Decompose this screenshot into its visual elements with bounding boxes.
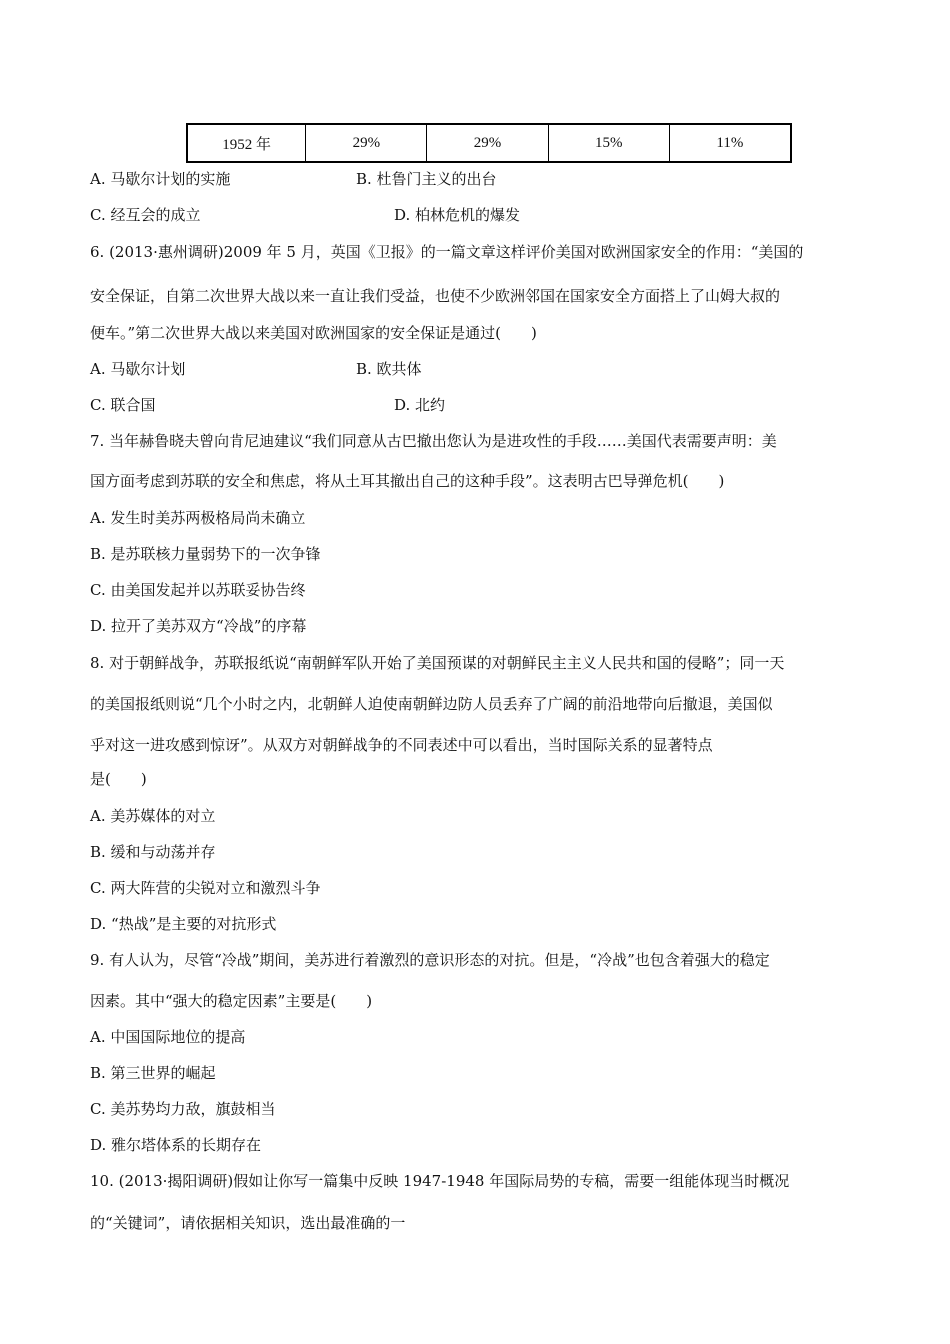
q9-option-c: C. 美苏势均力敌，旗鼓相当 — [90, 1100, 276, 1118]
q8-option-c: C. 两大阵营的尖锐对立和激烈斗争 — [90, 879, 321, 897]
q8-stem-line: 的美国报纸则说“几个小时之内，北朝鲜人迫使南朝鲜边防人员丢弃了广阔的前沿地带向后撤退，美国似 — [90, 695, 773, 713]
q8-stem-line: 是( ) — [90, 770, 147, 788]
q9-option-a: A. 中国国际地位的提高 — [90, 1028, 246, 1046]
q9-stem-line: 9. 有人认为，尽管“冷战”期间，美苏进行着激烈的意识形态的对抗。但是，“冷战”也包含着强大的稳定 — [90, 951, 770, 969]
q9-option-b: B. 第三世界的崛起 — [90, 1064, 216, 1082]
q7-option-d: D. 拉开了美苏双方“冷战”的序幕 — [90, 617, 307, 635]
q7-stem-line: 7. 当年赫鲁晓夫曾向肯尼迪建议“我们同意从古巴撤出您认为是进攻性的手段……美国代表需要声明：美 — [90, 432, 777, 450]
q6-stem-line: 安全保证，自第二次世界大战以来一直让我们受益，也使不少欧洲邻国在国家安全方面搭上了山姆大叔的 — [90, 287, 781, 305]
q8-stem-line: 乎对这一进攻感到惊讶”。从双方对朝鲜战争的不同表述中可以看出，当时国际关系的显著特点 — [90, 736, 713, 754]
q9-option-d: D. 雅尔塔体系的长期存在 — [90, 1136, 262, 1154]
table-row — [187, 124, 791, 162]
table-cell-year: 1952 年 — [187, 124, 306, 162]
table-cell: 11% — [669, 124, 791, 162]
q7-option-b: B. 是苏联核力量弱势下的一次争锋 — [90, 545, 321, 563]
q6-option-c: C. 联合国 — [90, 396, 156, 414]
q5-option-a: A. 马歇尔计划的实施 — [90, 170, 231, 188]
table-cell: 15% — [548, 124, 669, 162]
q10-stem-line: 10. (2013·揭阳调研)假如让你写一篇集中反映 1947-1948 年国际局势的专稿，需要一组能体现当时概况 — [90, 1172, 790, 1190]
table-cell: 29% — [306, 124, 427, 162]
q8-option-b: B. 缓和与动荡并存 — [90, 843, 216, 861]
q6-stem-line: 便车。”第二次世界大战以来美国对欧洲国家的安全保证是通过( ) — [90, 324, 537, 342]
q7-option-c: C. 由美国发起并以苏联妥协告终 — [90, 581, 306, 599]
q6-stem-line: 6. (2013·惠州调研)2009 年 5 月，英国《卫报》的一篇文章这样评价美国对欧洲国家安全的作用：“美国的 — [90, 243, 804, 261]
q7-option-a: A. 发生时美苏两极格局尚未确立 — [90, 509, 306, 527]
q8-option-d: D. “热战”是主要的对抗形式 — [90, 915, 277, 933]
q5-option-b: B. 杜鲁门主义的出台 — [356, 170, 497, 188]
q9-stem-line: 因素。其中“强大的稳定因素”主要是( ) — [90, 992, 373, 1010]
table-cell: 29% — [427, 124, 548, 162]
q6-option-d: D. 北约 — [394, 396, 446, 414]
q6-option-a: A. 马歇尔计划 — [90, 360, 186, 378]
q8-stem-line: 8. 对于朝鲜战争，苏联报纸说“南朝鲜军队开始了美国预谋的对朝鲜民主主义人民共和国的侵略”；同一天 — [90, 654, 785, 672]
q5-option-d: D. 柏林危机的爆发 — [394, 206, 521, 224]
q6-option-b: B. 欧共体 — [356, 360, 422, 378]
q8-option-a: A. 美苏媒体的对立 — [90, 807, 216, 825]
q7-stem-line: 国方面考虑到苏联的安全和焦虑，将从土耳其撤出自己的这种手段”。这表明古巴导弹危机( ) — [90, 472, 725, 490]
q10-stem-line: 的“关键词”，请依据相关知识，选出最准确的一 — [90, 1214, 406, 1232]
q5-option-c: C. 经互会的成立 — [90, 206, 201, 224]
data-table — [186, 123, 792, 163]
